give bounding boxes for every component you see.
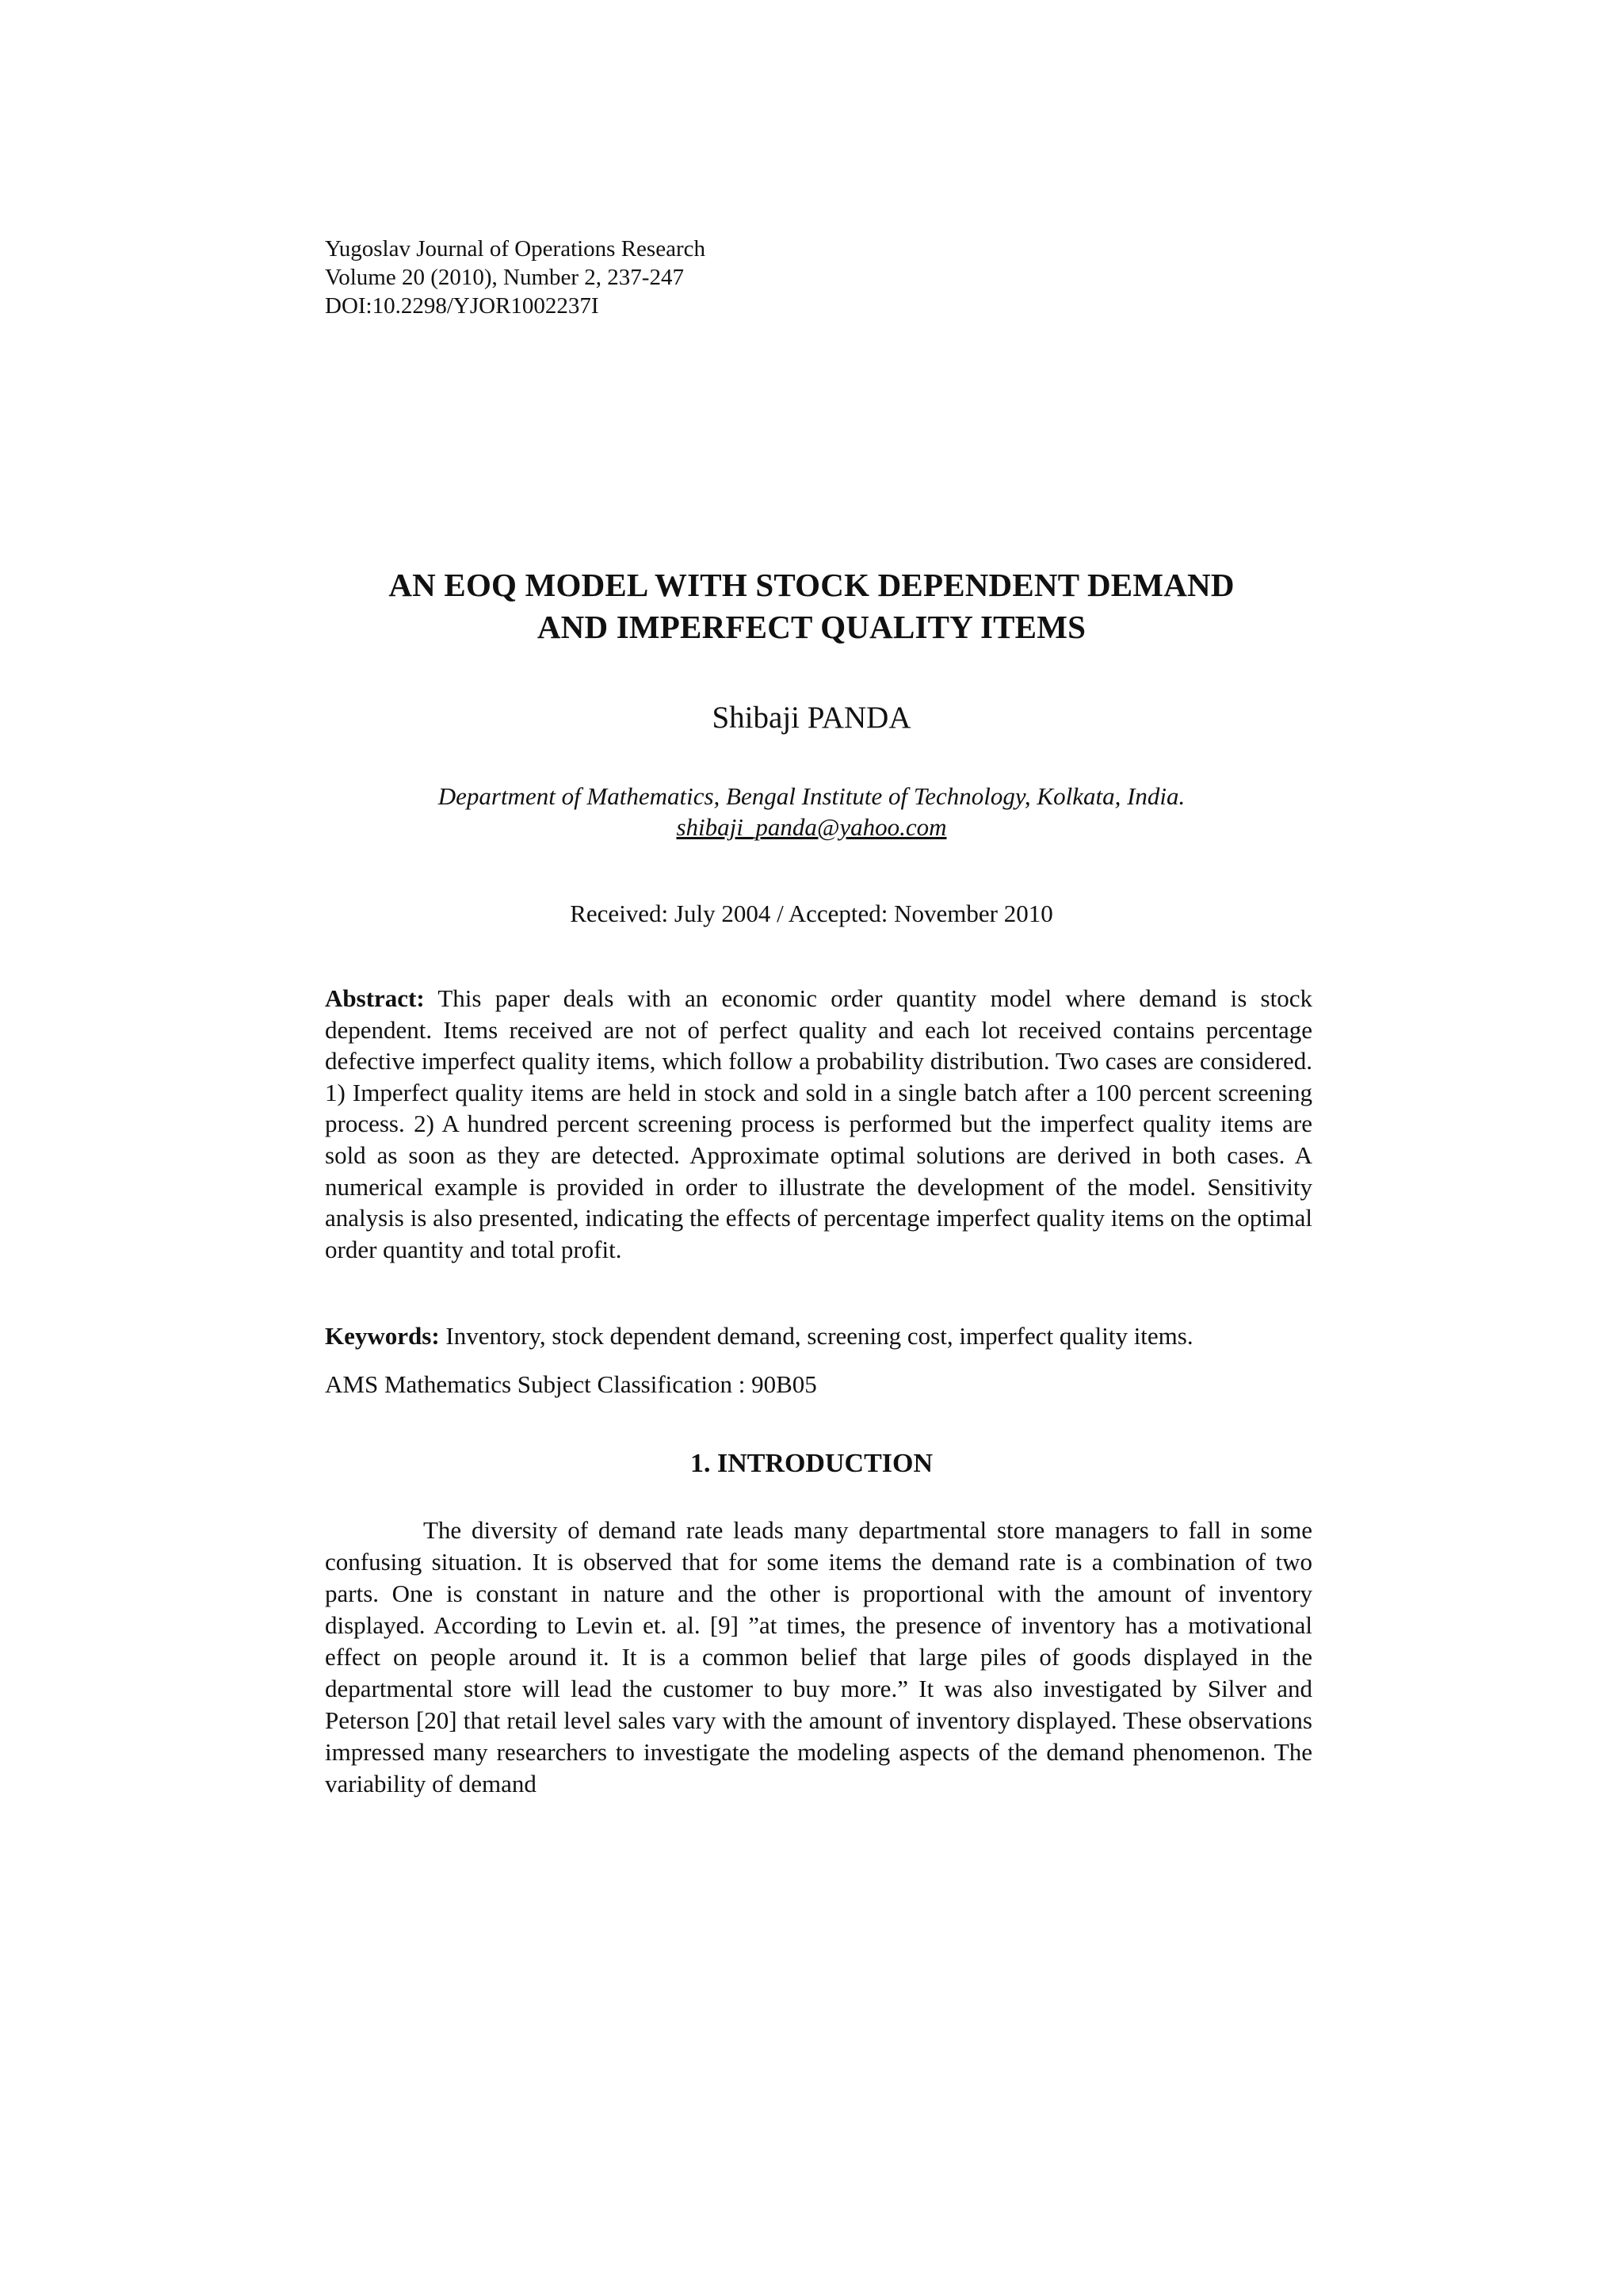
introduction-paragraph: The diversity of demand rate leads many departmental store managers to fall in some confusing situation. It is observed that for some items the demand rate is a combination of two parts. One is constant in nature and the other is proportional with the amount of inventory displayed. According to Levin et. al. [9] ”at times, the presence of inventory has a motivational effect on people around it. It is a common belief that large piles of goods displayed in the departmental store will lead the customer to buy more.” It was also investigated by Silver and Peterson [20] that retail level sales vary with the amount of inventory displayed. These observations impressed many researchers to investigate the modeling aspects of the demand phenomenon. The variability of demand [325, 1516, 1312, 1797]
abstract-text: This paper deals with an economic order quantity model where demand is stock dependent. Items received are not of perfect quality and each lot received contains percentage defective imperfect quality items, which follow a probability distribution. Two cases are considered. 1) Imperfect quality items are held in stock and sold in a single batch after a 100 percent screening process. 2) A hundred percent screening process is performed but the imperfect quality items are sold as soon as they are detected. Approximate optimal solutions are derived in both cases. A numerical example is provided in order to illustrate the development of the model. Sensitivity analysis is also presented, indicating the effects of percentage imperfect quality items on the optimal order quantity and total profit. [325, 984, 1312, 1263]
abstract [325, 983, 1312, 1265]
received-accepted-dates: Received: July 2004 / Accepted: November 2010 [570, 900, 1053, 927]
section-heading-introduction: 1. INTRODUCTION [689, 1449, 934, 1478]
affiliation [0, 781, 1623, 842]
author-email-link[interactable]: shibaji_panda@yahoo.com [676, 813, 947, 841]
keywords [325, 1320, 1312, 1352]
keywords-label: Keywords: [325, 1322, 440, 1350]
paper-title-line-1: AN EOQ MODEL WITH STOCK DEPENDENT DEMAND [388, 567, 1235, 603]
journal-doi: DOI:10.2298/YJOR1002237I [325, 293, 599, 319]
keywords-text: Inventory, stock dependent demand, screening cost, imperfect quality items. [445, 1322, 1193, 1350]
ams-classification: AMS Mathematics Subject Classification : 90B05 [325, 1370, 817, 1398]
paper-title [0, 564, 1623, 648]
paper-title-line-2: AND IMPERFECT QUALITY ITEMS [537, 609, 1086, 645]
journal-name: Yugoslav Journal of Operations Research [325, 236, 705, 262]
journal-volume: Volume 20 (2010), Number 2, 237-247 [325, 265, 684, 290]
author-name: Shibaji PANDA [712, 701, 911, 735]
abstract-label: Abstract: [325, 984, 425, 1012]
journal-header [325, 235, 705, 320]
affiliation-department: Department of Mathematics, Bengal Institute of Technology, Kolkata, India. [437, 782, 1186, 810]
